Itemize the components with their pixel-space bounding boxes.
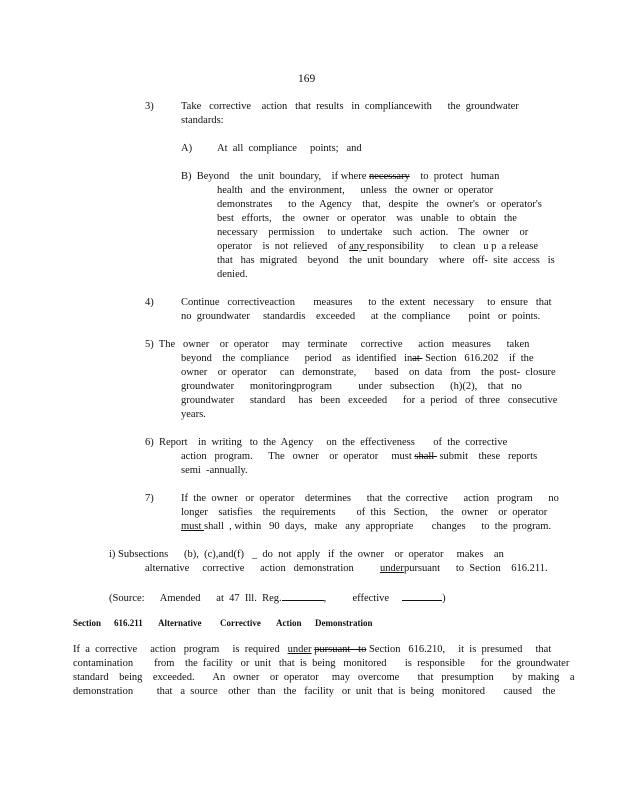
- item-3b-line: denied.: [217, 269, 248, 280]
- source-text: , effective: [323, 593, 403, 604]
- item-5-line: 5) The owner or operator may terminate corrective action measures taken: [145, 339, 530, 350]
- section-heading-label: Section: [73, 618, 101, 628]
- item-i-text: pursuant: [403, 563, 441, 574]
- strikethrough-text: shall: [414, 451, 437, 462]
- item-5-line: years.: [181, 409, 206, 420]
- paragraph-line: contamination from the facility or unit that is being monitored is responsible for the groundwater: [73, 658, 570, 669]
- section-heading-title: Alternative: [158, 618, 202, 628]
- item-3b-line: necessary permission to undertake such action. The owner or: [217, 227, 529, 238]
- item-3b-line: [181, 171, 499, 183]
- item-3b-line: [217, 241, 538, 253]
- underlined-text: under: [287, 644, 312, 655]
- item-3b-text: to protect human: [409, 171, 500, 182]
- item-4-line: no groundwater standardis exceeded at the compliance point or points.: [181, 311, 541, 322]
- item-3b-text: to clean u p a release: [424, 241, 539, 252]
- item-i-line: i) Subsections (b), (c),and(f) _ do not apply if the owner or operator makes an: [109, 549, 504, 560]
- item-5-line: groundwater standard has been exceeded for a period of three consecutive: [181, 395, 558, 406]
- item-6-text: submit these reports: [436, 451, 538, 462]
- paragraph-text: If a corrective action program is required: [73, 644, 288, 655]
- paragraph-text: Section 616.210, it is presumed that: [366, 644, 552, 655]
- page-number: 169: [298, 73, 316, 85]
- blank-line: [402, 591, 442, 601]
- underlined-text: must: [181, 521, 205, 532]
- strikethrough-text: pursuant to: [314, 644, 367, 655]
- item-6-line: [181, 451, 537, 463]
- item-7-text: , within 90 days, make any appropriate changes to the program.: [223, 521, 552, 532]
- item-3-line: Take corrective action that results in compliancewith the groundwater: [181, 101, 519, 112]
- item-3b-line: that has migrated beyond the unit boundary where off- site access is: [217, 255, 555, 266]
- item-3b-line: demonstrates to the Agency that, despite the owner's or operator's: [217, 199, 542, 210]
- item-7-line: longer satisfies the requirements of this Section, the owner or operator: [181, 507, 548, 518]
- paragraph-line: standard being exceeded. An owner or operator may overcome that presumption by making a: [73, 672, 575, 683]
- item-6-line: 6) Report in writing to the Agency on the effectiveness of the corrective: [145, 437, 508, 448]
- strikethrough-text: necessary: [369, 171, 410, 182]
- item-5-text: beyond the compliance period as identified in: [181, 353, 413, 364]
- section-heading-title: Corrective: [220, 618, 261, 628]
- section-heading-title: Demonstration: [315, 618, 373, 628]
- item-3a-label: A): [181, 143, 193, 154]
- item-i-text: to Section 616.211.: [440, 563, 548, 574]
- item-3b-line: best efforts, the owner or operator was unable to obtain the: [217, 213, 517, 224]
- item-7-line: If the owner or operator determines that the corrective action program no: [181, 493, 559, 504]
- source-text: ): [442, 593, 446, 604]
- item-4-line: Continue correctiveaction measures to the extent necessary to ensure that: [181, 297, 552, 308]
- paragraph-line: [73, 644, 551, 656]
- item-4-label: 4): [145, 297, 154, 308]
- item-5-text: Section 616.202 if the: [422, 353, 534, 364]
- item-7-text: shall: [204, 521, 224, 532]
- section-heading-title: Action: [276, 618, 302, 628]
- paragraph-line: demonstration that a source other than the facility or unit that is being monitored caused the: [73, 686, 556, 697]
- source-note: [109, 591, 446, 605]
- item-3b-text: operator is not relieved of: [217, 241, 350, 252]
- item-i-line: [145, 563, 548, 575]
- item-6-line: semi -annually.: [181, 465, 248, 476]
- source-text: (Source: Amended at 47 Ill. Reg.: [109, 593, 282, 604]
- item-5-line: owner or operator can demonstrate, based on data from the post- closure: [181, 367, 556, 378]
- item-3a-text: At all compliance points; and: [217, 143, 362, 154]
- underlined-text: any: [349, 241, 367, 252]
- underlined-text: under: [380, 563, 404, 574]
- item-3b-text: B) Beyond the unit boundary, if where: [181, 171, 369, 182]
- item-6-text: action program. The owner or operator must: [181, 451, 415, 462]
- item-5-line: [181, 353, 534, 365]
- item-3b-text: responsibility: [366, 241, 425, 252]
- item-3-line: standards:: [181, 115, 224, 126]
- blank-line: [282, 591, 324, 601]
- item-5-line: groundwater monitoringprogram under subsection (h)(2), that no: [181, 381, 522, 392]
- strikethrough-text: at: [412, 353, 423, 364]
- item-i-text: alternative corrective action demonstration: [145, 563, 381, 574]
- item-3-label: 3): [145, 101, 154, 112]
- item-7-label: 7): [145, 493, 154, 504]
- section-heading-number: 616.211: [114, 618, 143, 628]
- item-3b-line: health and the environment, unless the owner or operator: [217, 185, 494, 196]
- item-7-line: [181, 521, 551, 533]
